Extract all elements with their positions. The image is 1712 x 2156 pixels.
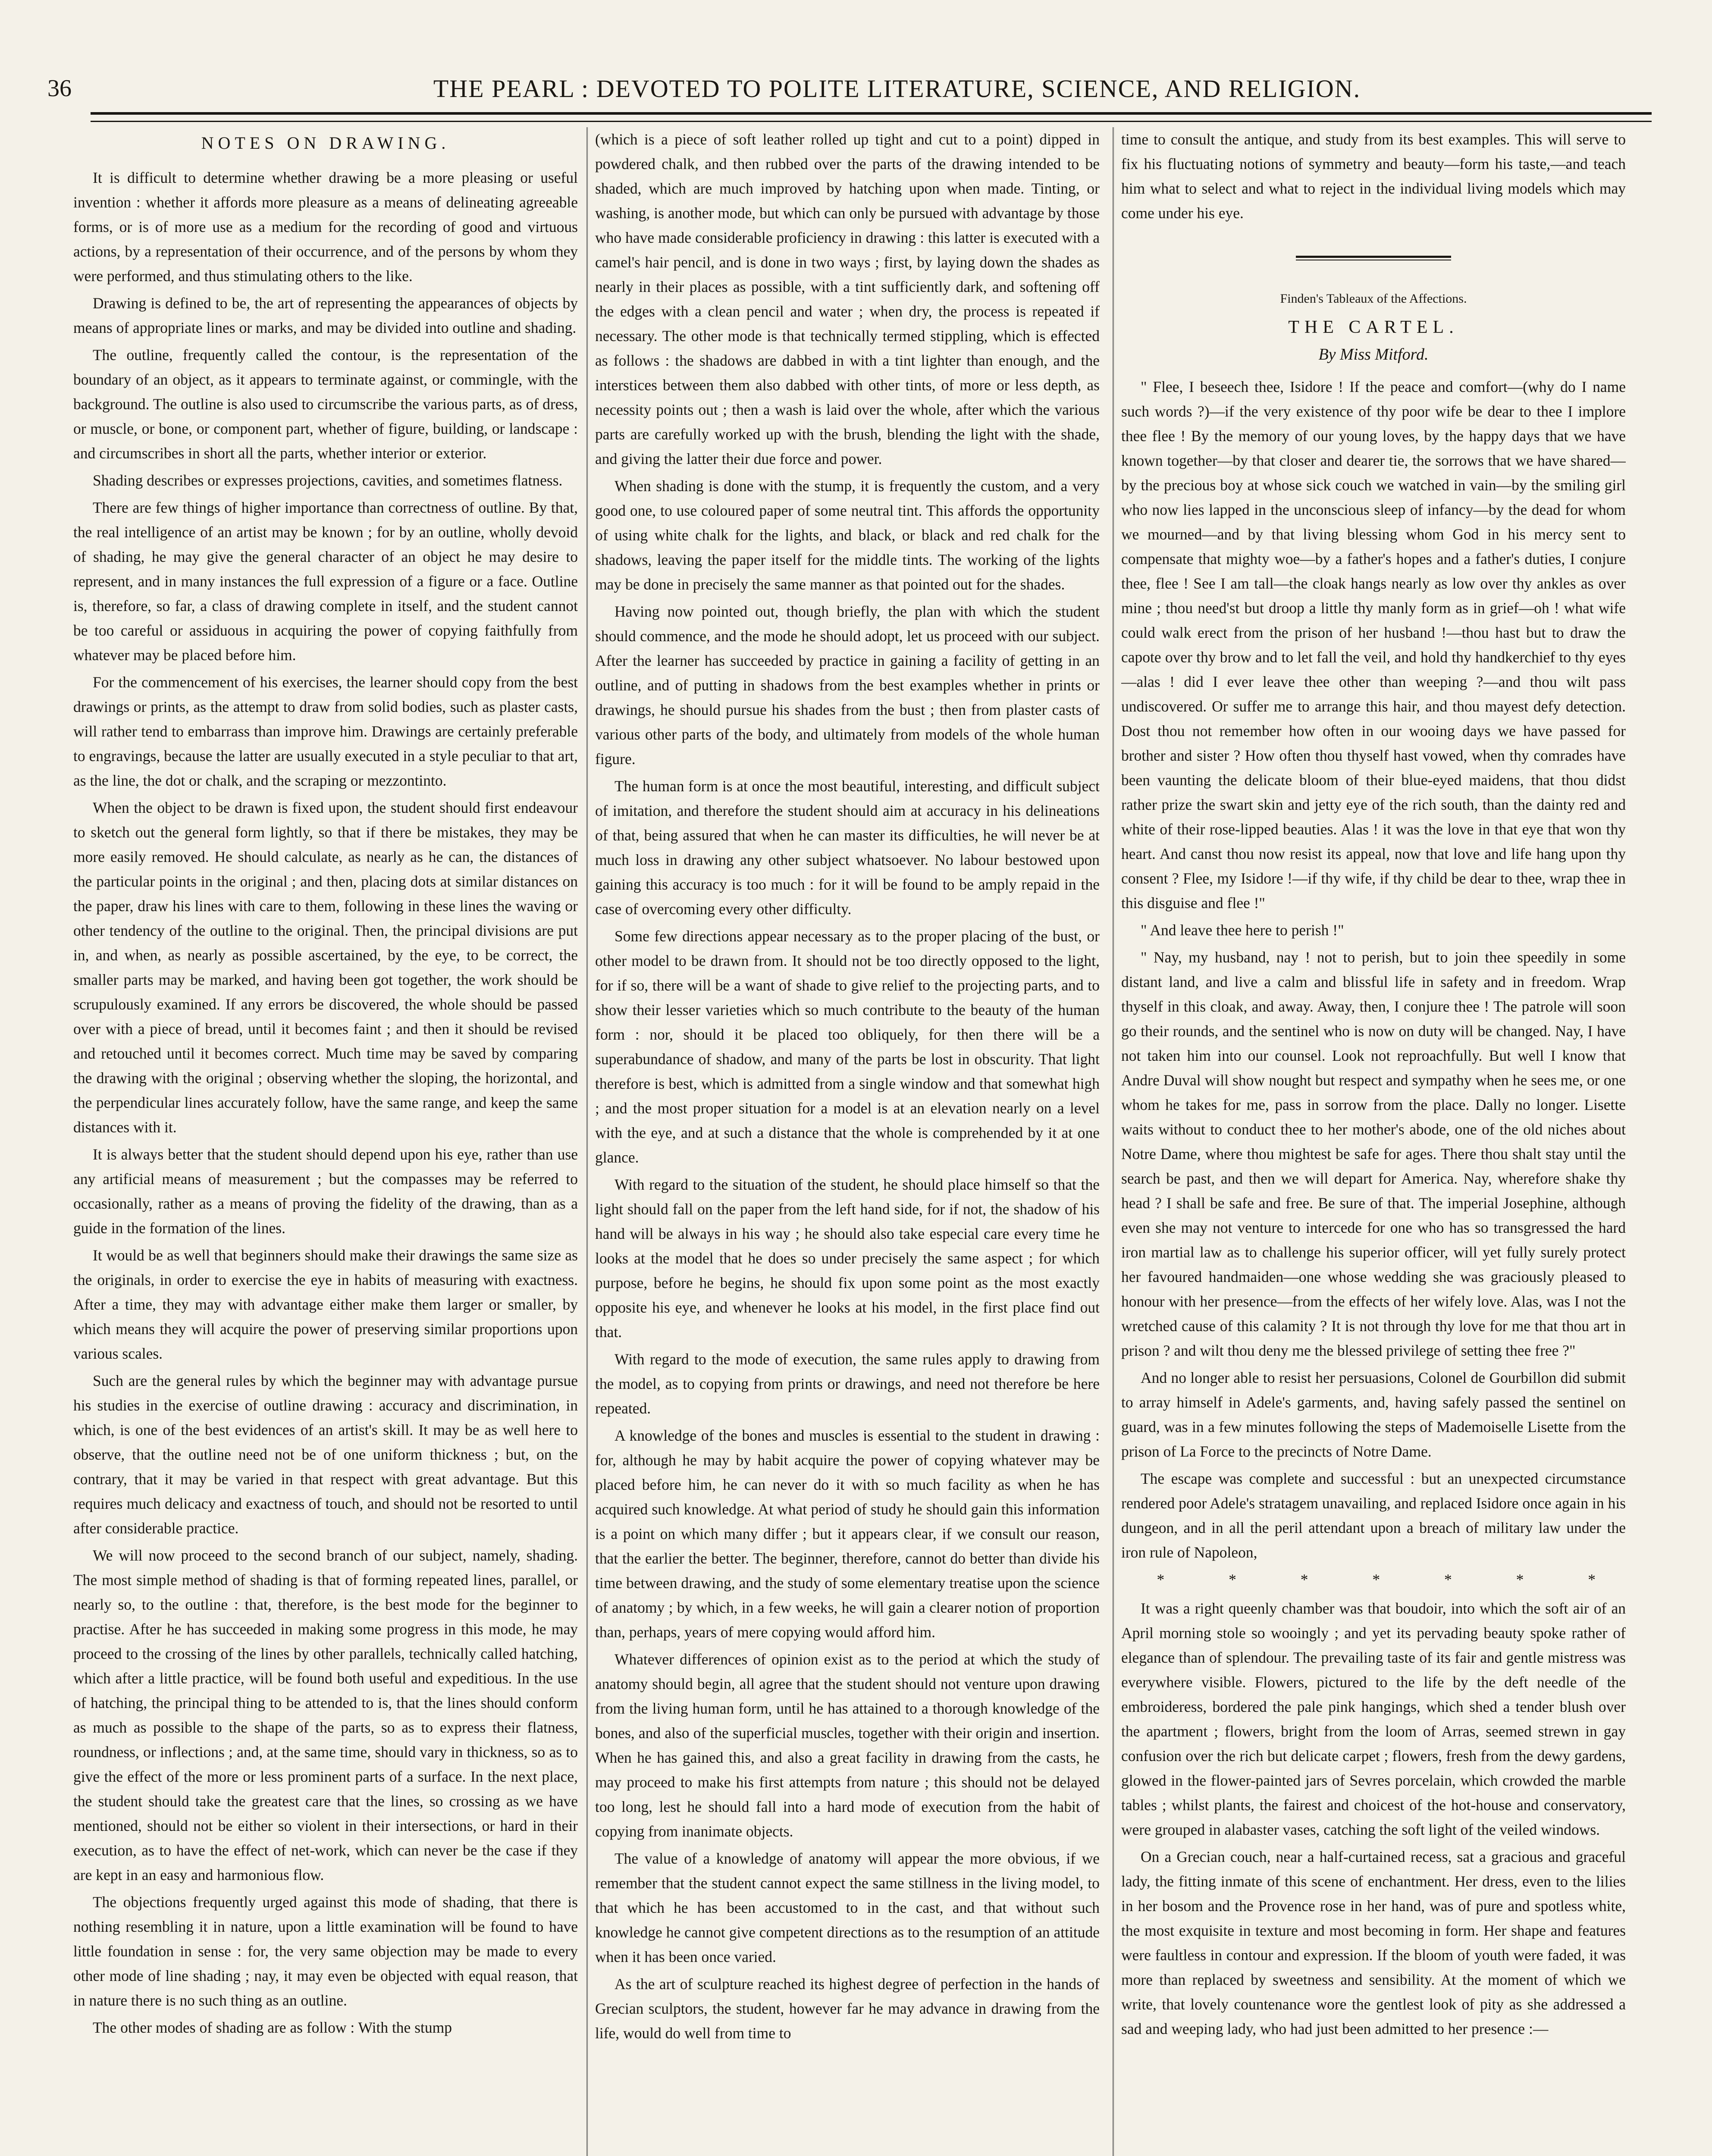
paragraph: Some few directions appear necessary as to the proper placing of the bust, or other model to be drawn from. It should not be too directly opposed to the light, for if so, there will be a want of shade to give relief to the projecting parts, and to show their lesser varieties which so much contribute to the beauty of the human form : nor, should it be placed too obliquely, for then there will be a superabundance of shadow, and many of the parts be lost in obscurity. That light therefore is best, which is admitted from a single window and that somewhat high ; and the most proper situation for a model is at an elevation nearly on a level with the eye, and at such a distance that the whole is comprehended by it at one glance. <box>595 928 1100 1166</box>
paragraph: It is difficult to determine whether drawing be a more pleasing or useful invention : whether it affords more pleasure as a means of delineating agreeable forms, or is of more use as a medium for the recording of good and virtuous actions, by a representation of their occurrence, and of the persons by whom they were performed, and thus stimulating others to the like. <box>73 169 578 285</box>
paragraph: time to consult the antique, and study from its best examples. This will serve to fix his fluctuating notions of symmetry and beauty—form his taste,—and teach him what to select and what to reject in the individual living models which may come under his eye. <box>1121 131 1626 222</box>
paragraph: The objections frequently urged against this mode of shading, that there is nothing resembling it in nature, upon a little examination will be found to have little foundation in sense : for, the very same objection may be made to every other mode of line shading ; nay, it may even be objected with equal reason, that in nature there is no such thing as an outline. <box>73 1893 578 2009</box>
column-2 <box>595 127 1100 2156</box>
story-title: THE CARTEL. <box>1288 317 1459 337</box>
section-rule <box>1296 256 1451 260</box>
column-divider <box>586 127 588 2156</box>
paragraph: For the commencement of his exercises, the learner should copy from the best drawings or prints, as the attempt to draw from solid bodies, such as plaster casts, will rather tend to embarrass than improve him. Drawings are certainly preferable to engravings, because the latter are usually executed in a style peculiar to that art, as the line, the dot or chalk, and the scraping or mezzontinto. <box>73 674 578 789</box>
paragraph: " Flee, I beseech thee, Isidore ! If the peace and comfort—(why do I name such words ?)—if the very existence of thy poor wife be dear to thee I implore thee flee ! By the memory of our young loves, by the happy days that we have known together—by that closer and dearer tie, the sorrows that we have shared—by the precious boy at whose sick couch we watched in vain—by the smiling girl who now lies lapped in the unconscious sleep of infancy—by the dead for whom we mourned—and by that living blessing whom God in his mercy sent to compensate that mighty woe—by a father's hopes and a father's duties, I conjure thee, flee ! See I am tall—the cloak hangs nearly as low over thy ankles as over mine ; thou need'st but droop a little thy manly form as in grief—oh ! what wife could walk erect from the prison of her husband !—thou hast but to draw the capote over thy brow and to let fall the veil, and hold thy handkerchief to thy eyes—alas ! did I ever leave thee other than weeping ?—and thou wilt pass undiscovered. Or suffer me to arrange this hair, and thou mayest defy detection. Dost thou not remember how often in our wooing days we have passed for brother and sister ? How often thou thyself hast vowed, when thy comrades have been vaunting the delicate bloom of their blue-eyed maidens, that thou didst rather prize the swart skin and jetty eye of the rich south, than the dainty red and white of their rose-lipped beauties. Alas ! it was the love in that eye that won thy heart. And canst thou now resist its appeal, now that love and life hang upon thy consent ? Flee, my Isidore !—if thy wife, if thy child be dear to thee, wrap thee in this disguise and flee !" <box>1121 378 1626 912</box>
paragraph: With regard to the mode of execution, the same rules apply to drawing from the model, as to copying from prints or drawings, and need not therefore be here repeated. <box>595 1351 1100 1417</box>
paragraph: It is always better that the student should depend upon his eye, rather than use any artificial means of measurement ; but the compasses may be referred to occasionally, rather as a means of proving the fidelity of the drawing, than as a guide in the formation of the lines. <box>73 1146 578 1237</box>
paragraph: Having now pointed out, though briefly, the plan with which the student should commence, and the mode he should adopt, let us proceed with our subject. After the learner has succeeded by practice in gaining a facility of getting in an outline, and of putting in shadows from the best examples whether in prints or drawings, he should pursue his shades from the bust ; then from plaster casts of various other parts of the body, and ultimately from models of the whole human figure. <box>595 603 1100 768</box>
paragraph: We will now proceed to the second branch of our subject, namely, shading. The most simple method of shading is that of forming repeated lines, parallel, or nearly so, to the outline : that, therefore, is the best mode for the beginner to practise. After he has succeeded in making some progress in this mode, he may proceed to the crossing of the lines by other parallels, technically called hatching, which after a little practice, will be found both useful and expeditious. In the use of hatching, the principal thing to be attended to is, that the lines should conform as much as possible to the shape of the parts, so as to express their flatness, roundness, or inflections ; and, at the same time, should vary in thickness, so as to give the effect of the more or less prominent parts of a surface. In the next place, the student should take the greatest care that the lines, so crossing as we have mentioned, should not be either so violent in their intersections, or hard in their execution, as to have the effect of net-work, which can never be the case if they are kept in an easy and harmonious flow. <box>73 1547 578 1883</box>
paragraph: It would be as well that beginners should make their drawings the same size as the originals, in order to exercise the eye in habits of measuring with exactness. After a time, they may with advantage either make them larger or smaller, by which means they will acquire the power of preserving similar proportions upon various scales. <box>73 1247 578 1362</box>
header-rule <box>91 112 1652 122</box>
paragraph: Shading describes or expresses projections, cavities, and sometimes flatness. <box>93 472 563 489</box>
running-header <box>47 65 1669 112</box>
column-3 <box>1121 127 1626 2156</box>
paragraph: Drawing is defined to be, the art of representing the appearances of objects by means of appropriate lines or marks, and may be divided into outline and shading. <box>73 295 578 336</box>
paragraph: " Nay, my husband, nay ! not to perish, but to join thee speedily in some distant land, and live a calm and blissful life in safety and in freedom. Wrap thyself in this cloak, and away. Away, then, I conjure thee ! The patrole will soon go their rounds, and the sentinel who is now on duty will be changed. Nay, I have not taken him into our counsel. Look not reproachfully. But well I know that Andre Duval will show nought but respect and sympathy when he sees me, or one whom he takes for me, pass in sorrow from the place. Dally no longer. Lisette waits without to conduct thee to her mother's abode, one of the old niches about Notre Dame, where thou mightest be safe for ages. There thou shalt stay until the search be past, and then we will depart for America. Nay, wherefore shake thy head ? I shall be safe and free. Be sure of that. The imperial Josephine, although even she may not venture to intercede for one who has so transgressed the hard iron martial law as to challenge his superior officer, will yet fully surely protect her favoured handmaiden—one whose wedding she was graciously pleased to honour with her presence—from the effects of her wifely love. Alas, was I not the wretched cause of this calamity ? It is not through thy love for me that thou art in prison ? and wilt thou deny me the blessed privilege of setting thee free ?" <box>1121 949 1626 1359</box>
paragraph: When shading is done with the stump, it is frequently the custom, and a very good one, to use coloured paper of some neutral tint. This affords the opportunity of using white chalk for the lights, and black, or black and red chalk for the shadows, leaving the paper itself for the middle tints. The working of the lights may be done in precisely the same manner as that pointed out for the shades. <box>595 477 1100 593</box>
section-heading: Finden's Tableaux of the Affections. <box>1280 291 1467 306</box>
paragraph: The value of a knowledge of anatomy will appear the more obvious, if we remember that the student cannot expect the same stillness in the living model, to that which he has been accustomed to in the cast, and that without such knowledge he cannot give competent directions as to the resumption of an attitude when it has been once varied. <box>595 1850 1100 1965</box>
paragraph: On a Grecian couch, near a half-curtained recess, sat a gracious and graceful lady, the fitting inmate of this scene of enchantment. Her dress, even to the lilies in her bosom and the Provence rose in her hand, was of pure and spotless white, the most exquisite in texture and most becoming in form. Her shape and features were faultless in contour and expression. If the bloom of youth were faded, it was more than replaced by sweetness and sensibility. At the moment of which we write, that lovely countenance wore the gentlest look of pity as she addressed a sad and weeping lady, who had just been admitted to her presence :— <box>1121 1848 1626 2037</box>
paragraph: The escape was complete and successful : but an unexpected circumstance rendered poor Adele's stratagem unavailing, and replaced Isidore once again in his dungeon, and in all the peril attendant upon a breach of military law under the iron rule of Napoleon, <box>1121 1470 1626 1561</box>
paragraph: And no longer able to resist her persuasions, Colonel de Gourbillon did submit to array himself in Adele's garments, and, having safely passed the sentinel on guard, was in a few minutes following the steps of Mademoiselle Lisette from the prison of La Force to the precincts of Notre Dame. <box>1121 1369 1626 1460</box>
paragraph: The outline, frequently called the contour, is the representation of the boundary of an object, as it appears to terminate against, or commingle, with the background. The outline is also used to circumscribe the various parts, as of dress, or muscle, or bone, or component part, whether of figure, building, or landscape : and circumscribes in short all the parts, whether interior or exterior. <box>73 346 578 462</box>
paragraph: " And leave thee here to perish !" <box>1141 921 1344 939</box>
article-title: NOTES ON DRAWING. <box>201 133 450 153</box>
paragraph: A knowledge of the bones and muscles is essential to the student in drawing : for, although he may by habit acquire the power of copying whatever may be placed before him, he can never do it with so much facility as when he has acquired such knowledge. At what period of study he should gain this information is a point on which many differ ; but it appears clear, if we consult our reason, that the earlier the better. The beginner, therefore, cannot do better than divide his time between drawing, and the study of some elementary treatise upon the science of anatomy ; by which, in a few weeks, he will gain a clearer notion of proportion than, perhaps, years of mere copying would afford him. <box>595 1427 1100 1641</box>
paragraph: With regard to the situation of the student, he should place himself so that the light should fall on the paper from the left hand side, for if not, the shadow of his hand will be always in his way ; he should also take especial care every time he looks at the model that he does so under precisely the same aspect ; for which purpose, before he begins, he should fix upon some point as the most exactly opposite his eye, and whenever he looks at his model, in the first place find out that. <box>595 1176 1100 1341</box>
paragraph: There are few things of higher importance than correctness of outline. By that, the real intelligence of an artist may be known ; for by an outline, wholly devoid of shading, he may give the general character of an object he may desire to represent, and in many instances the full expression of a figure or a face. Outline is, therefore, so far, a class of drawing complete in itself, and the student cannot be too careful or assiduous in acquiring the power of copying faithfully from whatever may be placed before him. <box>73 499 578 664</box>
paragraph: Such are the general rules by which the beginner may with advantage pursue his studies in the exercise of outline drawing : accuracy and discrimination, in which, is one of the best evidences of an artist's skill. It may be as well here to observe, that the outline need not be of one uniform thickness ; but, on the contrary, that it may be varied in that respect with great advantage. But this requires much delicacy and exactness of touch, and should not be resorted to until after considerable practice. <box>73 1372 578 1537</box>
column-divider <box>1113 127 1114 2156</box>
page-number: 36 <box>47 75 72 102</box>
byline: By Miss Mitford. <box>1318 345 1429 364</box>
paragraph: The other modes of shading are as follow : With the stump <box>93 2019 452 2036</box>
column-1 <box>73 127 578 2156</box>
running-title: THE PEARL : DEVOTED TO POLITE LITERATURE, SCIENCE, AND RELIGION. <box>433 74 1361 103</box>
paragraph: As the art of sculpture reached its highest degree of perfection in the hands of Grecian sculptors, the student, however far he may advance in drawing from the life, would do well from time to <box>595 1975 1100 2042</box>
section-stars: * * * * * * * <box>1157 1571 1626 1588</box>
paragraph: Whatever differences of opinion exist as to the period at which the study of anatomy should begin, all agree that the student should not venture upon drawing from the living human form, until he has attained to a thorough knowledge of the bones, and also of the superficial muscles, together with their origin and insertion. When he has gained this, and also a great facility in drawing from the casts, he may proceed to make his first attempts from nature ; this should not be delayed too long, lest he should fall into a hard mode of execution from the habit of copying from inanimate objects. <box>595 1651 1100 1840</box>
paragraph: (which is a piece of soft leather rolled up tight and cut to a point) dipped in powdered chalk, and then rubbed over the parts of the drawing intended to be shaded, which are much improved by hatching upon when made. Tinting, or washing, is another mode, but which can only be pursued with advantage by those who have made considerable proficiency in drawing : this latter is executed with a camel's hair pencil, and is done in two ways ; first, by laying down the shades as nearly in their places as possible, with a tint sufficiently dark, and softening off the edges with a clean pencil and water ; when dry, the process is repeated if necessary. The other mode is that technically termed stippling, which is effected as follows : the shadows are dabbed in with a tint lighter than enough, and the interstices between them also dabbed with other tints, of more or less depth, as necessity points out ; then a wash is laid over the whole, after which the various parts are carefully worked up with the brush, blending the light with the shade, and giving the latter their due force and power. <box>595 131 1100 467</box>
paragraph: The human form is at once the most beautiful, interesting, and difficult subject of imitation, and therefore the student should aim at accuracy in his delineations of that, being assured that when he can master its difficulties, he will never be at much loss in drawing any other subject whatsoever. No labour bestowed upon gaining this accuracy is too much : for it will be found to be amply repaid in the case of overcoming every other difficulty. <box>595 777 1100 918</box>
paragraph: When the object to be drawn is fixed upon, the student should first endeavour to sketch out the general form lightly, so that if there be mistakes, they may be more easily removed. He should calculate, as nearly as he can, the distances of the particular points in the original ; and then, placing dots at similar distances on the paper, draw his lines with care to them, following in these lines the waving or other tendency of the outline to the original. Then, the principal divisions are put in, and when, as nearly as possible ascertained, by the eye, to be correct, the smaller parts may be marked, and having been got together, the work should be scrupulously examined. If any errors be discovered, the whole should be passed over with a piece of bread, until it becomes faint ; and then it should be revised and retouched until it becomes correct. Much time may be saved by comparing the drawing with the original ; observing whether the sloping, the horizontal, and the perpendicular lines accurately follow, have the same range, and keep the same distances with it. <box>73 799 578 1136</box>
paragraph: It was a right queenly chamber was that boudoir, into which the soft air of an April morning stole so wooingly ; and yet its pervading beauty spoke rather of elegance than of splendour. The prevailing taste of its fair and gentle mistress was everywhere visible. Flowers, pictured to the life by the deft needle of the embroideress, bordered the pale pink hangings, which shed a tender blush over the apartment ; flowers, bright from the loom of Arras, seemed strewn in gay confusion over the rich but delicate carpet ; flowers, fresh from the dewy gardens, glowed in the flower-painted jars of Sevres porcelain, which crowded the marble tables ; whilst plants, the fairest and choicest of the hot-house and conservatory, were grouped in alabaster vases, catching the soft light of the veiled windows. <box>1121 1600 1626 1838</box>
